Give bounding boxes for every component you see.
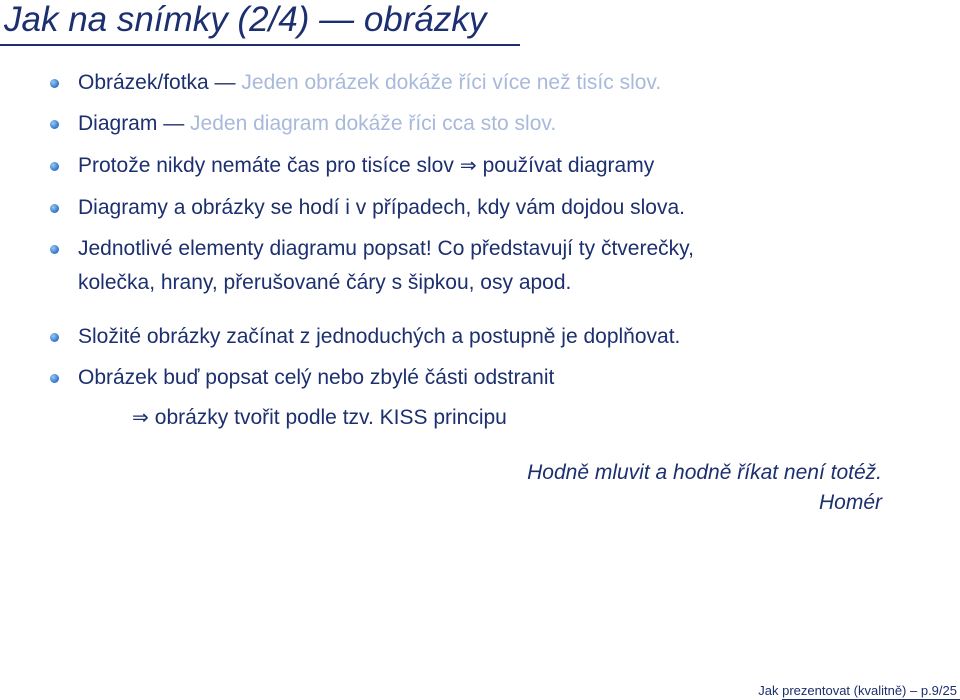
bullet-item [78,66,661,100]
bullet-dot-icon [50,374,59,383]
implication-line [132,401,507,435]
bullet-dot-icon [50,204,59,213]
bullet-dot-icon [50,120,59,129]
bullet-lead: Diagram — [78,112,185,135]
quote-author: Homér [818,491,882,514]
bullet-text: Diagramy a obrázky se hodí i v případech, kdy vám dojdou slova. [78,196,685,219]
bullet-dot-icon [50,245,59,254]
bullet-dot-icon [50,162,59,171]
bullet-dot-icon [50,79,59,88]
bullet-text-line-2: kolečka, hrany, přerušované čáry s šipkou, osy apod. [78,271,572,294]
bullet-dot-icon [50,333,59,342]
slide-footer: Jak prezentovat (kvalitně) – p.9/25 [758,683,957,698]
implies-arrow-icon: ⇒ [132,407,149,429]
bullet-item [78,320,680,354]
bullet-rest: používat diagramy [482,154,655,177]
bullet-item [78,149,654,183]
bullet-item [78,361,554,395]
bullet-text: Složité obrázky začínat z jednoduchých a postupně je doplňovat. [78,325,681,348]
implies-arrow-icon: ⇒ [459,155,477,177]
quote-block [527,458,882,518]
bullet-dimmed-text: Jeden obrázek dokáže říci více než tisíc slov. [241,71,662,94]
implication-text: obrázky tvořit podle tzv. KISS principu [154,406,507,429]
bullet-lead: Protože nikdy nemáte čas pro tisíce slov [78,154,454,177]
bullet-item [78,232,694,300]
bullet-text: Obrázek buď popsat celý nebo zbylé části odstranit [78,366,555,389]
quote-text: Hodně mluvit a hodně říkat není totéž. [527,461,882,484]
bullet-item [78,191,685,225]
bullet-text-line-1: Jednotlivé elementy diagramu popsat! Co představují ty čtverečky, [78,237,694,260]
title-underline [0,44,520,46]
slide-title: Jak na snímky (2/4) — obrázky [4,0,487,39]
bullet-lead: Obrázek/fotka — [78,71,236,94]
bullet-item [78,107,556,141]
bullet-dimmed-text: Jeden diagram dokáže říci cca sto slov. [190,112,557,135]
